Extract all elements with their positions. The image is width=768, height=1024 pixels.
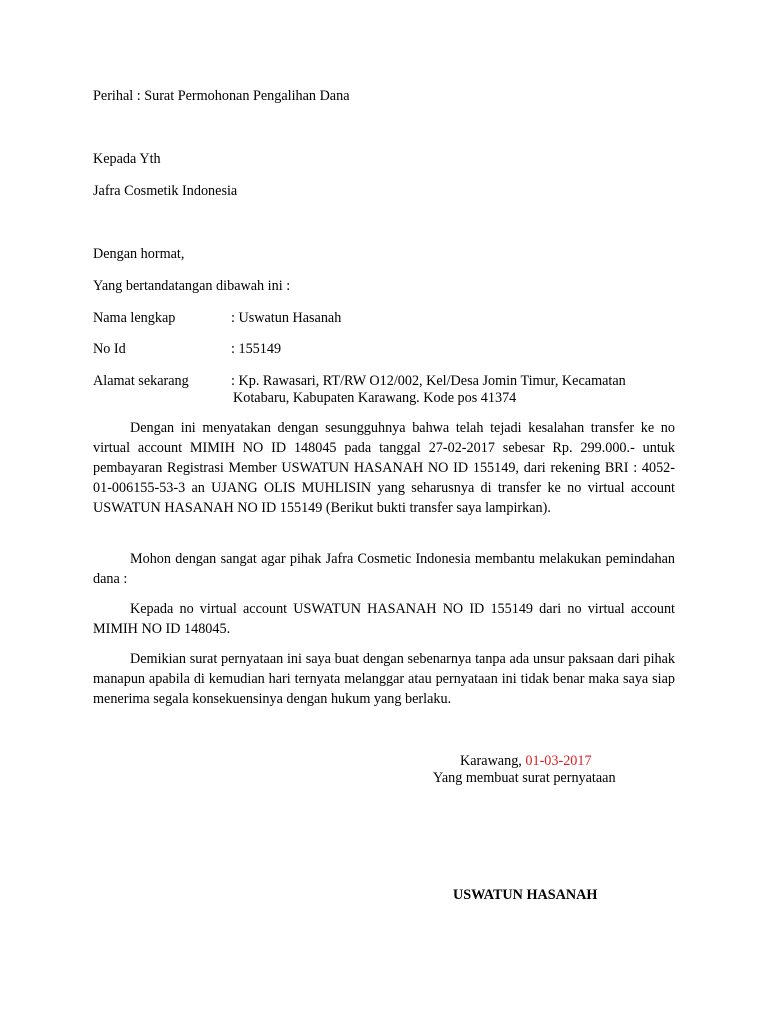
paragraph-statement: Dengan ini menyatakan dengan sesungguhnya bahwa telah tejadi kesalahan transfer ke no virtual account MIMIH NO ID 148045 pada tanggal 27-02-2017 sebesar Rp. 299.000.- untuk pembayaran Registrasi Member USWATUN HASANAH NO ID 155149, dari rekening BRI : 4052-01-006155-53-3 an UJANG OLIS MUHLISIN yang seharusnya di transfer ke no virtual account USWATUN HASANAH NO ID 155149 (Berikut bukti transfer saya lampirkan).	[93, 420, 675, 516]
place-label: Karawang,	[460, 753, 526, 769]
recipient-greeting: Kepada Yth	[93, 151, 161, 167]
paragraph-transfer-detail: Kepada no virtual account USWATUN HASANAH NO ID 155149 dari no virtual account MIMIH NO ID 148045.	[93, 601, 675, 637]
field-value: : 155149	[231, 341, 282, 357]
paragraph-request: Mohon dengan sangat agar pihak Jafra Cosmetic Indonesia membantu melakukan pemindahan dana :	[93, 551, 675, 587]
subject-line: Perihal : Surat Permohonan Pengalihan Dana	[93, 88, 350, 104]
field-label: Alamat sekarang	[93, 373, 189, 389]
field-value-continued: Kotabaru, Kabupaten Karawang. Kode pos 41374	[233, 390, 517, 406]
letter-date: 01-03-2017	[525, 753, 592, 769]
field-label: No Id	[93, 341, 126, 357]
maker-label: Yang membuat surat pernyataan	[433, 770, 616, 786]
intro-line: Yang bertandatangan dibawah ini :	[93, 278, 291, 294]
signatory-name: USWATUN HASANAH	[453, 887, 598, 903]
field-value: : Kp. Rawasari, RT/RW O12/002, Kel/Desa Jomin Timur, Kecamatan	[231, 373, 626, 389]
field-label: Nama lengkap	[93, 310, 176, 326]
salutation: Dengan hormat,	[93, 246, 185, 262]
recipient-name: Jafra Cosmetik Indonesia	[93, 183, 238, 199]
paragraph-declaration: Demikian surat pernyataan ini saya buat dengan sebenarnya tanpa ada unsur paksaan dari pihak manapun apabila di kemudian hari ternyata melanggar atau pernyataan ini tidak benar maka saya siap menerima segala konsekuensinya dengan hukum yang berlaku.	[93, 651, 675, 707]
field-value: : Uswatun Hasanah	[231, 310, 342, 326]
